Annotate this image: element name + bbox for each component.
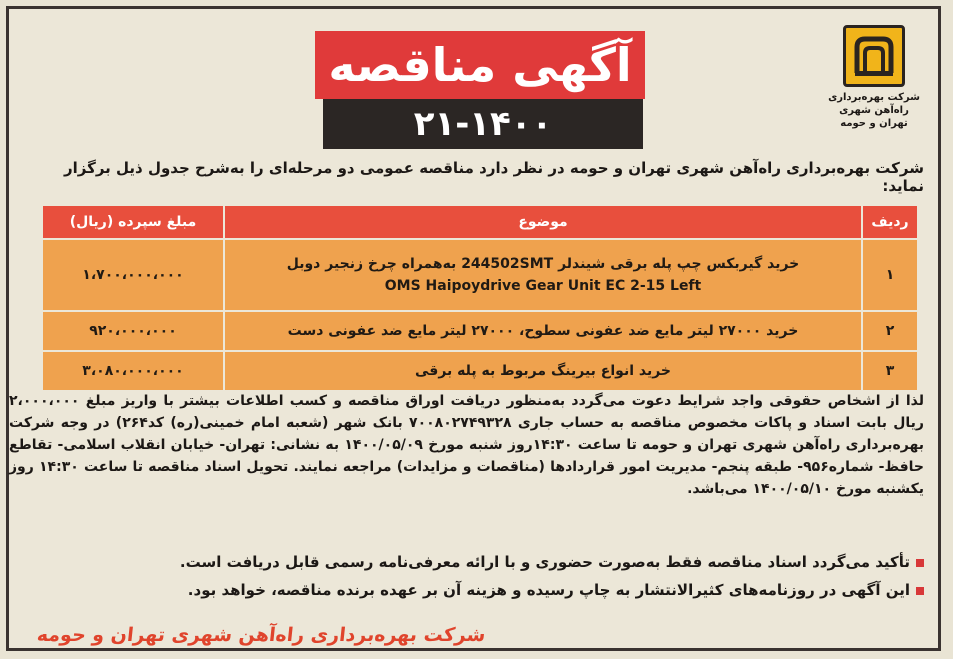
tender-notice [6, 6, 941, 651]
row-subject: خرید انواع بیرینگ مربوط به پله برقی [224, 351, 862, 391]
table-row [42, 239, 918, 311]
logo-line-2: راه‌آهن شهری تهران و حومه [839, 105, 909, 129]
row-subject-line-1: خرید گیربکس چپ پله برقی شیندلر 244502SMT به‌همراه چرخ زنجیر دوبل [286, 256, 800, 272]
intro-text: شرکت بهره‌برداری راه‌آهن شهری تهران و حومه در نظر دارد مناقصه عمومی دو مرحله‌ای را به‌شرح جدول ذیل برگزار نماید: [63, 159, 924, 195]
logo-line-1: شرکت بهره‌برداری [828, 92, 920, 103]
row-index: ۲ [862, 311, 918, 351]
company-logo [824, 25, 924, 130]
header-subject: موضوع [224, 205, 862, 239]
table-row [42, 311, 918, 351]
tender-table [41, 204, 919, 392]
notice-number: ۲۱-۱۴۰۰ [323, 99, 643, 149]
table-header-row [42, 205, 918, 239]
metro-logo-icon [843, 25, 905, 87]
note-item [9, 553, 924, 571]
table-row [42, 351, 918, 391]
note-item [9, 581, 924, 599]
row-subject-line-2: OMS Haipoydrive Gear Unit EC 2-15 Left [384, 278, 702, 294]
footer-signature: شرکت بهره‌برداری راه‌آهن شهری تهران و حومه [35, 624, 487, 646]
row-subject [224, 239, 862, 311]
row-index: ۳ [862, 351, 918, 391]
row-amount: ۹۲۰،۰۰۰،۰۰۰ [42, 311, 224, 351]
header-index: ردیف [862, 205, 918, 239]
note-text: این آگهی در روزنامه‌های کثیرالانتشار به چاپ رسیده و هزینه آن بر عهده برنده مناقصه، خواهد بود. [187, 581, 910, 599]
row-index: ۱ [862, 239, 918, 311]
row-amount: ۱،۷۰۰،۰۰۰،۰۰۰ [42, 239, 224, 311]
bullet-icon [916, 587, 924, 595]
header-amount: مبلغ سپرده (ریال) [42, 205, 224, 239]
row-amount: ۳،۰۸۰،۰۰۰،۰۰۰ [42, 351, 224, 391]
note-text: تأکید می‌گردد اسناد مناقصه فقط به‌صورت حضوری و با ارائه معرفی‌نامه رسمی قابل دریافت است. [179, 553, 910, 571]
bullet-icon [916, 559, 924, 567]
notice-title: آگهی مناقصه [315, 31, 645, 99]
body-text: لذا از اشخاص حقوقی واجد شرایط دعوت می‌گردد به‌منظور دریافت اوراق مناقصه و کسب اطلاعات بیشتر با واریز مبلغ ۲،۰۰۰،۰۰۰ ریال بابت اسناد و پاکات مخصوص مناقصه به حساب جاری ۷۰۰۸۰۲۷۴۹۳۲۸ بانک شهر (شعبه امام خمینی(ره) کد۲۶۴) در وجه شرکت بهره‌برداری راه‌آهن شهری تهران و حومه تا ساعت ۱۴:۳۰روز شنبه مورخ ۱۴۰۰/۰۵/۰۹ به نشانی: تهران- خیابان انقلاب اسلامی- تقاطع حافظ- شماره۹۵۶- طبقه پنجم- مدیریت امور قراردادها (مناقصات و مزایدات) مراجعه نمایند. تحویل اسناد مناقصه تا ساعت ۱۴:۳۰ روز یکشنبه مورخ ۱۴۰۰/۰۵/۱۰ می‌باشد. [9, 393, 924, 497]
row-subject: خرید ۲۷۰۰۰ لیتر مایع ضد عفونی سطوح، ۲۷۰۰۰ لیتر مایع ضد عفونی دست [224, 311, 862, 351]
